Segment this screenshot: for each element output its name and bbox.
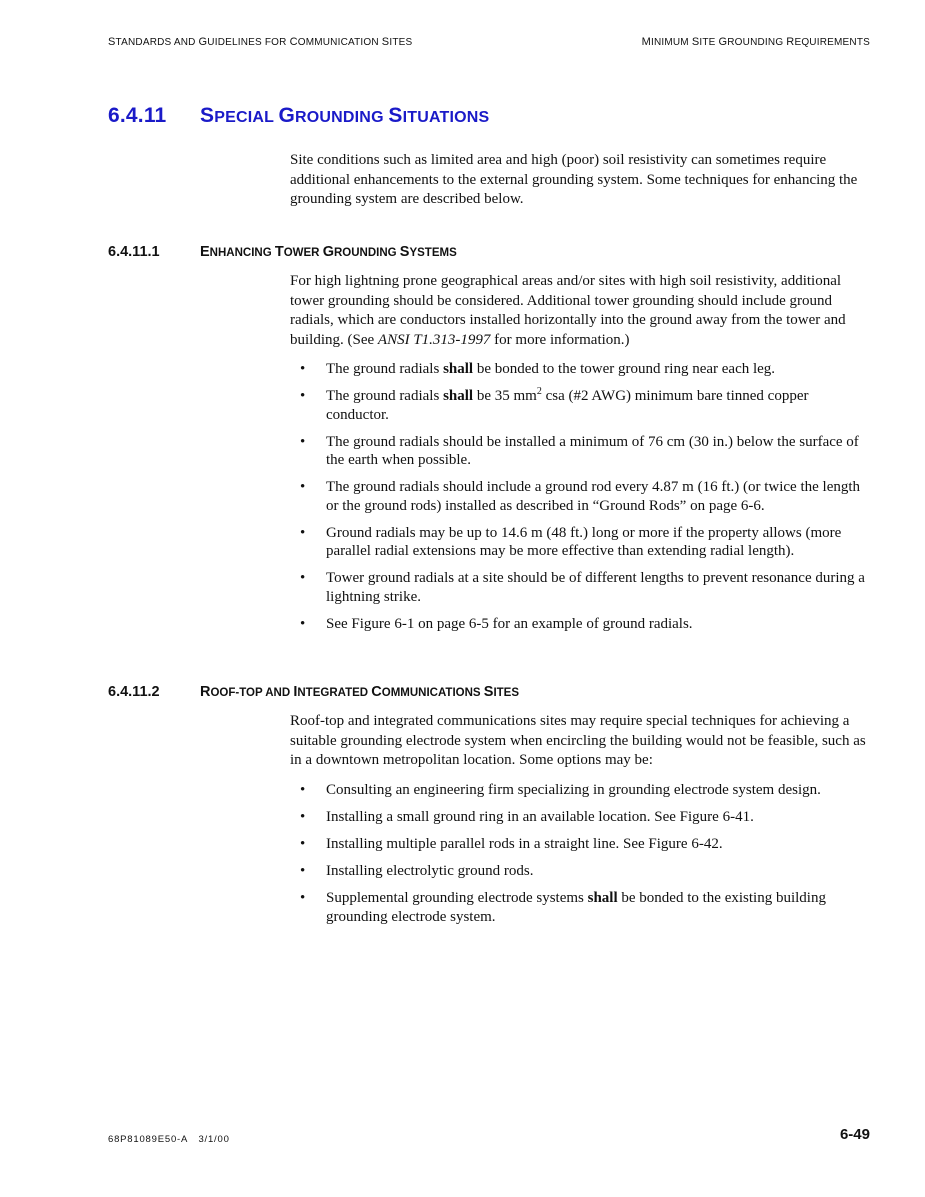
subsection-1-paragraph: For high lightning prone geographical areas and/or sites with high soil resistivity, additional tower grounding should be considered. Additional tower grounding should include ground radials, which are conductors installed horizontally into the ground away from the tower and building. (See ANSI T1.313-1997 for more information.) xyxy=(290,273,846,348)
section-number: 6.4.11 xyxy=(108,104,167,127)
list-item: • Installing electrolytic ground rods. xyxy=(290,862,872,881)
section-intro-paragraph: Site conditions such as limited area and high (poor) soil resistivity can sometimes require additional enhancements to the external grounding system. Some techniques for enhancing the grounding system are described below. xyxy=(290,152,858,207)
list-item: • The ground radials should be installed a minimum of 76 cm (30 in.) below the surface of the earth when possible. xyxy=(290,433,872,470)
section-heading xyxy=(108,104,489,128)
standard-reference: ANSI T1.313-1997 xyxy=(377,331,491,348)
subsection-title-1: ENHANCING TOWER GROUNDING SYSTEMS xyxy=(200,244,457,260)
list-item: • Consulting an engineering firm specializing in grounding electrode system design. xyxy=(290,781,872,800)
list-item: • Supplemental grounding electrode systems shall be bonded to the existing building grounding electrode system. xyxy=(290,889,872,926)
subsection-2-paragraph: Roof-top and integrated communications sites may require special techniques for achieving a suitable grounding electrode system when encircling the building would not be feasible, such as in a downtown metropolitan location. Some options may be: xyxy=(290,713,866,768)
subsection-heading-2: 6.4.11.2 ROOF-TOP AND INTEGRATED COMMUNICATIONS SITES xyxy=(108,684,520,700)
list-item: • Ground radials may be up to 14.6 m (48 ft.) long or more if the property allows (more parallel radial extensions may be more effective than extending radial length). xyxy=(290,524,872,561)
list-item: • See Figure 6-1 on page 6-5 for an example of ground radials. xyxy=(290,615,872,634)
footer-doc-info xyxy=(108,1134,230,1145)
running-header-right: MINIMUM SITE GROUNDING REQUIREMENTS xyxy=(641,36,870,48)
running-header-left: STANDARDS AND GUIDELINES FOR COMMUNICATION SITES xyxy=(108,36,413,48)
subsection-heading-1: 6.4.11.1 ENHANCING TOWER GROUNDING SYSTEMS xyxy=(108,244,457,260)
subsection-1-bullet-list xyxy=(290,360,872,642)
list-item: • The ground radials shall be 35 $mm^2$ csa (#2 AWG) minimum bare tinned copper conductor. xyxy=(290,387,872,424)
document-date: 3/1/00 xyxy=(198,1134,230,1145)
page-number: 6-49 xyxy=(839,1126,870,1143)
subsection-2-bullet-list xyxy=(290,781,872,935)
list-item: • Installing multiple parallel rods in a straight line. See Figure 6-42. xyxy=(290,835,872,854)
list-item: • Installing a small ground ring in an available location. See Figure 6-41. xyxy=(290,808,872,827)
section-title: SPECIAL GROUNDING SITUATIONS xyxy=(200,104,490,127)
document-id: 68P81089E50-A xyxy=(108,1134,189,1145)
list-item: • Tower ground radials at a site should be of different lengths to prevent resonance during a lightning strike. xyxy=(290,569,872,606)
subsection-title-2: ROOF-TOP AND INTEGRATED COMMUNICATIONS SITES xyxy=(200,684,520,700)
list-item: • The ground radials should include a ground rod every 4.87 m (16 ft.) (or twice the length or the ground rods) installed as described in “Ground Rods” on page 6-6. xyxy=(290,478,872,515)
list-item: • The ground radials shall be bonded to the tower ground ring near each leg. xyxy=(290,360,872,379)
